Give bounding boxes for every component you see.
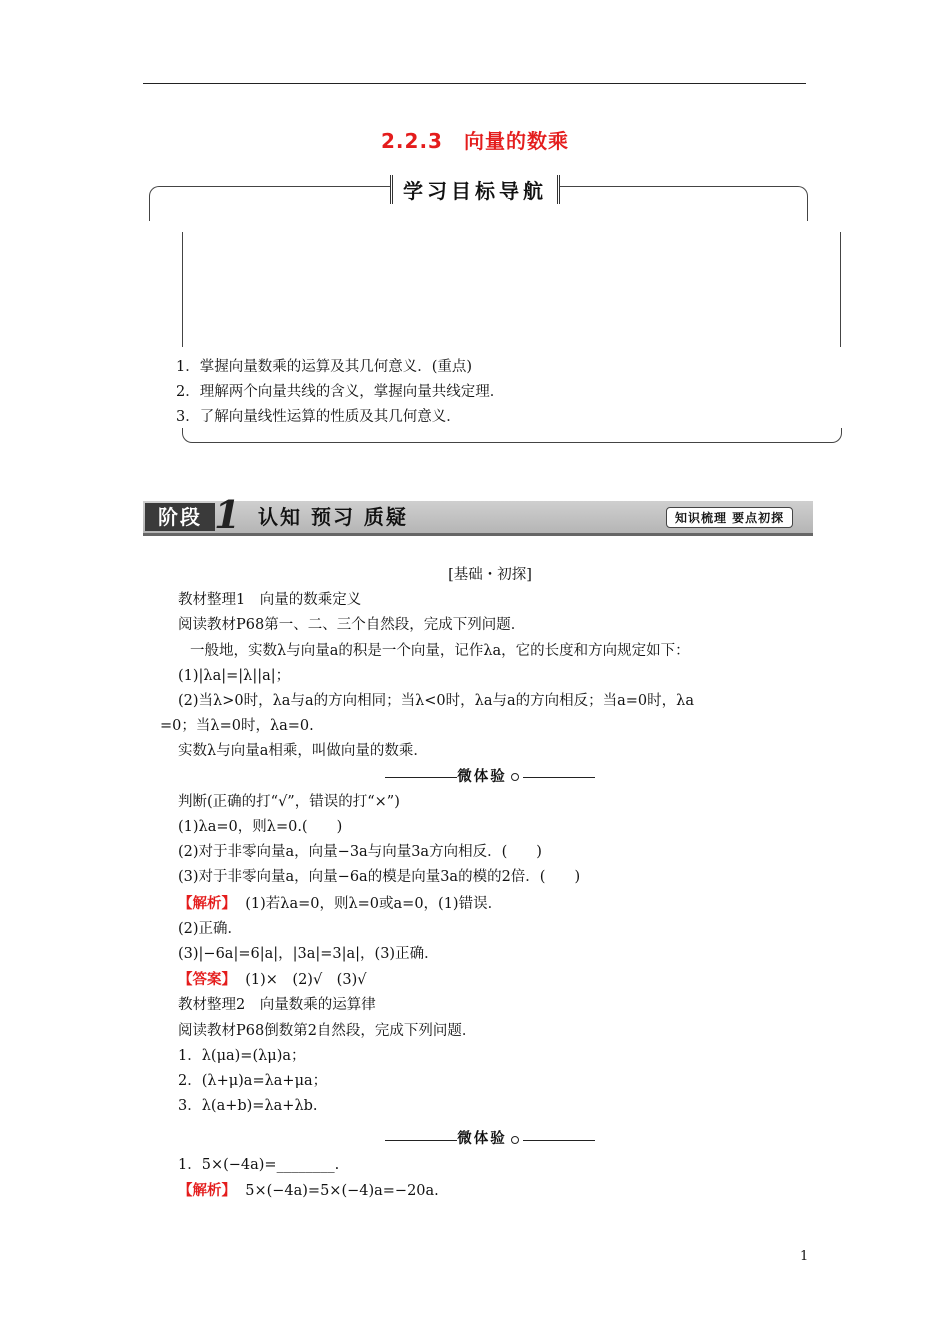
analysis-line xyxy=(160,1178,820,1204)
rule-1: (1)|λa|=|λ||a|； xyxy=(178,667,291,684)
rule-2-cont: =0；当λ=0时，λa=0. xyxy=(160,718,314,735)
answer-text: (1)× (2)√ (3)√ xyxy=(245,972,367,989)
law-item: 3．λ(a+b)=λa+λb. xyxy=(178,1098,318,1115)
divider-line xyxy=(385,777,457,778)
goal-header-text: 学习目标导航 xyxy=(390,175,560,204)
divider-dot xyxy=(511,773,519,781)
exercise-item: 1．5×(−4a)=________. xyxy=(178,1156,340,1173)
goal-item: 1．掌握向量数乘的运算及其几何意义．(重点) xyxy=(176,359,473,375)
analysis-line xyxy=(160,891,820,917)
divider-dot xyxy=(511,1136,519,1144)
content-body xyxy=(160,563,820,1204)
goal-header xyxy=(0,175,950,204)
answer-label: 【答案】 xyxy=(178,971,236,989)
micro-experience-divider xyxy=(160,1127,820,1152)
micro-experience-divider xyxy=(160,765,820,790)
analysis-text: (1)若λa=0，则λ=0或a=0，(1)错误． xyxy=(245,895,503,912)
analysis-text: 5×(−4a)=5×(−4)a=−20a. xyxy=(245,1182,439,1199)
subheading: 教材整理1 向量的数乘定义 xyxy=(178,592,362,609)
divider-line xyxy=(523,1140,595,1141)
goal-border-bottom xyxy=(182,428,842,443)
subheading: 教材整理2 向量数乘的运算律 xyxy=(178,997,376,1014)
question-item: (2)对于非零向量a，向量−3a与向量3a方向相反．( ) xyxy=(178,844,542,861)
divider-line xyxy=(385,1140,457,1141)
rule-2: (2)当λ>0时，λa与a的方向相同；当λ<0时，λa与a的方向相反；当a=0时，λa xyxy=(178,693,694,710)
analysis-line-3: (3)|−6a|=6|a|，|3a|=3|a|，(3)正确． xyxy=(178,946,439,963)
stage-title: 认知 预习 质疑 xyxy=(258,505,408,529)
header-rule xyxy=(143,83,806,84)
instruction: 阅读教材P68第一、二、三个自然段，完成下列问题． xyxy=(178,617,526,634)
stage-tag: 知识梳理 要点初探 xyxy=(666,507,793,528)
question-prompt: 判断(正确的打“√”，错误的打“×”) xyxy=(178,793,400,810)
goal-item: 2．理解两个向量共线的含义，掌握向量共线定理． xyxy=(176,384,505,400)
stage-word: 阶段 xyxy=(145,503,215,531)
goal-item: 3．了解向量线性运算的性质及其几何意义． xyxy=(176,409,461,425)
definition-text: 一般地，实数λ与向量a的积是一个向量，记作λa，它的长度和方向规定如下： xyxy=(190,642,690,659)
section-tag: [基础・初探] xyxy=(448,567,532,583)
law-item: 1．λ(μa)=(λμ)a； xyxy=(178,1047,306,1064)
question-item: (1)λa=0，则λ=0.( ) xyxy=(178,819,343,836)
micro-experience-label: 微体验 xyxy=(457,768,507,785)
analysis-line-2: (2)正确． xyxy=(178,920,243,937)
question-item: (3)对于非零向量a，向量−6a的模是向量3a的模的2倍．( ) xyxy=(178,869,581,886)
stage-number: 1 xyxy=(214,492,241,537)
goal-border-right xyxy=(840,232,841,347)
definition-summary: 实数λ与向量a相乘，叫做向量的数乘． xyxy=(178,743,428,760)
goal-list xyxy=(176,355,504,430)
micro-experience-label: 微体验 xyxy=(457,1131,507,1148)
instruction: 阅读教材P68倒数第2自然段，完成下列问题． xyxy=(178,1022,477,1039)
section-title: 2.2.3 向量的数乘 xyxy=(381,129,569,153)
divider-line xyxy=(523,777,595,778)
answer-line xyxy=(160,967,820,993)
law-item: 2．(λ+μ)a=λa+μa； xyxy=(178,1073,328,1090)
goal-border-left xyxy=(182,232,183,347)
analysis-label: 【解析】 xyxy=(178,1181,236,1199)
analysis-label: 【解析】 xyxy=(178,894,236,912)
page-number: 1 xyxy=(800,1249,809,1264)
